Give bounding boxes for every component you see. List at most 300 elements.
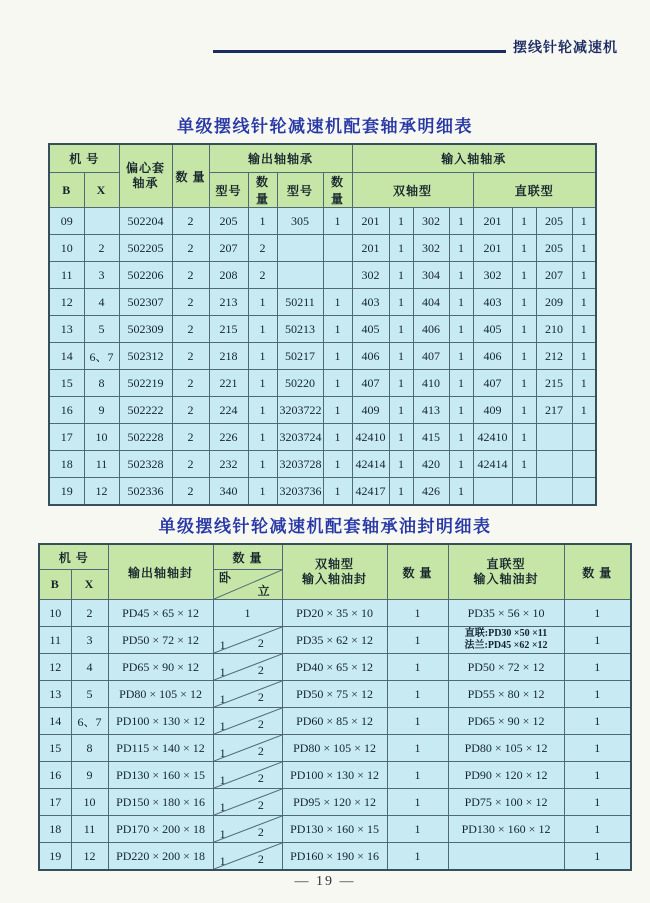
table-cell: 201 — [473, 235, 512, 262]
col-header-eccentric-sleeve — [119, 144, 172, 208]
table-cell: 4 — [84, 289, 119, 316]
table-cell: 11 — [71, 816, 108, 843]
table-cell: 1 — [323, 316, 352, 343]
table-cell: 1 — [387, 789, 448, 816]
table-cell: 2 — [84, 235, 119, 262]
table-cell: 1 2 — [213, 843, 282, 871]
table-cell: 1 — [449, 370, 473, 397]
table-cell — [536, 478, 572, 506]
page-header — [213, 42, 618, 56]
table-cell: 1 — [389, 478, 413, 506]
table-cell: 1 — [512, 370, 536, 397]
table-row — [49, 208, 596, 235]
col-header-input-shaft: 输入轴轴承 — [352, 144, 596, 173]
table-cell: 205 — [536, 235, 572, 262]
table-cell: 426 — [413, 478, 449, 506]
table-cell: 302 — [413, 208, 449, 235]
table-cell: 13 — [49, 316, 84, 343]
table-cell: 404 — [413, 289, 449, 316]
col-header-orientation-split — [213, 570, 282, 600]
table-cell: 1 — [564, 681, 631, 708]
table-cell: 215 — [536, 370, 572, 397]
table-cell: PD20 × 35 × 10 — [282, 600, 387, 627]
table-cell: 1 — [387, 654, 448, 681]
col-header-model: 型号 — [277, 173, 323, 208]
table-cell: 413 — [413, 397, 449, 424]
eccentric-line1: 偏心套 — [126, 161, 166, 175]
table-cell — [572, 424, 596, 451]
table-cell: 1 — [512, 316, 536, 343]
table-cell: 1 — [564, 627, 631, 654]
table-cell — [572, 451, 596, 478]
eccentric-line2: 轴承 — [132, 176, 159, 190]
table-cell: 1 — [389, 235, 413, 262]
table-cell: PD75 × 100 × 12 — [448, 789, 564, 816]
table-cell: PD80 × 105 × 12 — [108, 681, 213, 708]
table-cell: 1 — [512, 235, 536, 262]
table-cell: 1 — [572, 343, 596, 370]
table-cell: 1 — [512, 289, 536, 316]
table-cell: 1 — [449, 451, 473, 478]
table-cell: 3 — [71, 627, 108, 654]
table-cell: 502205 — [119, 235, 172, 262]
table-cell: 1 — [387, 681, 448, 708]
table-cell: 1 — [248, 316, 277, 343]
table-row — [39, 681, 631, 708]
col-header-machine-no: 机 号 — [49, 144, 119, 173]
table-cell: 406 — [352, 343, 389, 370]
col-header-direct-type-seal — [448, 544, 564, 600]
table-cell: 403 — [473, 289, 512, 316]
table-row — [49, 289, 596, 316]
table-cell: 304 — [413, 262, 449, 289]
table-cell: 18 — [39, 816, 71, 843]
table-cell: 1 — [572, 289, 596, 316]
table-cell: PD160 × 190 × 16 — [282, 843, 387, 871]
table-cell: 6、7 — [71, 708, 108, 735]
table-row — [39, 627, 631, 654]
table-cell: 1 — [512, 397, 536, 424]
header-divider — [213, 50, 506, 53]
table-cell: 19 — [49, 478, 84, 506]
table-cell: 15 — [39, 735, 71, 762]
table-cell — [448, 843, 564, 871]
bearing-table-body — [49, 208, 596, 506]
table-cell: 218 — [209, 343, 248, 370]
table-cell: 1 — [323, 208, 352, 235]
table-cell — [536, 424, 572, 451]
table-cell: PD170 × 200 × 18 — [108, 816, 213, 843]
table-cell: 1 — [389, 316, 413, 343]
table-cell: 420 — [413, 451, 449, 478]
table-cell: 42417 — [352, 478, 389, 506]
col-header-b: B — [39, 570, 71, 600]
table-cell: 405 — [473, 316, 512, 343]
table-cell: 405 — [352, 316, 389, 343]
table-cell: 14 — [39, 708, 71, 735]
table-cell: 1 — [449, 397, 473, 424]
page-number: — 19 — — [294, 874, 356, 889]
table-cell: 09 — [49, 208, 84, 235]
table-cell: PD150 × 180 × 16 — [108, 789, 213, 816]
table-cell: 1 — [572, 262, 596, 289]
table-row — [49, 343, 596, 370]
table-cell: 205 — [536, 208, 572, 235]
table-cell: 502307 — [119, 289, 172, 316]
col-header-x: X — [84, 173, 119, 208]
table-cell: PD50 × 72 × 12 — [108, 627, 213, 654]
table-cell: 9 — [84, 397, 119, 424]
oil-seal-table-body — [39, 600, 631, 871]
table-cell: 217 — [536, 397, 572, 424]
table-cell: 8 — [84, 370, 119, 397]
table-row — [49, 370, 596, 397]
table-cell: 1 — [564, 789, 631, 816]
table-cell: 201 — [352, 235, 389, 262]
table-cell: 3203736 — [277, 478, 323, 506]
table-cell: 19 — [39, 843, 71, 871]
table-cell: 1 — [323, 397, 352, 424]
col-header-output-shaft: 输出轴轴承 — [209, 144, 352, 173]
table-cell: 2 — [172, 289, 209, 316]
table-cell: 1 — [572, 235, 596, 262]
table-cell: 1 — [248, 208, 277, 235]
table-row — [39, 600, 631, 627]
table-cell: 407 — [413, 343, 449, 370]
table-cell: 2 — [172, 316, 209, 343]
table-cell: 50213 — [277, 316, 323, 343]
table-cell: 302 — [413, 235, 449, 262]
table-cell: 1 — [387, 816, 448, 843]
col-header-qty: 数量 — [248, 173, 277, 208]
table-cell: 1 — [387, 708, 448, 735]
table-cell: 10 — [71, 789, 108, 816]
table-cell: 2 — [172, 343, 209, 370]
table-row — [39, 762, 631, 789]
table-cell: 5 — [84, 316, 119, 343]
table-cell: 403 — [352, 289, 389, 316]
table-cell: PD50 × 72 × 12 — [448, 654, 564, 681]
table-cell: 409 — [473, 397, 512, 424]
table-cell: PD130 × 160 × 15 — [282, 816, 387, 843]
table-cell: 1 2 — [213, 762, 282, 789]
table-cell: 221 — [209, 370, 248, 397]
table-cell: 1 — [449, 316, 473, 343]
table-cell: 1 — [449, 289, 473, 316]
col-header-quantity: 数 量 — [387, 544, 448, 600]
col-header-quantity: 数 量 — [564, 544, 631, 600]
table-cell — [323, 235, 352, 262]
table-cell: 3203724 — [277, 424, 323, 451]
oil-seal-table — [38, 543, 632, 871]
table-cell: 2 — [172, 478, 209, 506]
table-header-row — [39, 544, 631, 570]
table-cell: 1 — [389, 208, 413, 235]
table-cell: 502328 — [119, 451, 172, 478]
table-cell: 1 2 — [213, 816, 282, 843]
table-cell: 1 2 — [213, 789, 282, 816]
table-cell: 205 — [209, 208, 248, 235]
table-cell: 1 — [248, 397, 277, 424]
table-cell: 3203722 — [277, 397, 323, 424]
table-row — [39, 654, 631, 681]
table-cell: 1 2 — [213, 627, 282, 654]
table-cell: PD115 × 140 × 12 — [108, 735, 213, 762]
table-cell: 302 — [473, 262, 512, 289]
table-cell: 1 — [389, 343, 413, 370]
table-cell: 1 — [449, 424, 473, 451]
table-cell: 11 — [39, 627, 71, 654]
table-cell: 1 — [512, 343, 536, 370]
table-cell: 1 — [248, 424, 277, 451]
table-cell: 50220 — [277, 370, 323, 397]
oil-seal-table-head — [39, 544, 631, 600]
table-cell: 1 — [512, 424, 536, 451]
lying-label: 卧 — [218, 571, 232, 585]
table-cell: 1 — [248, 478, 277, 506]
table-cell: 12 — [84, 478, 119, 506]
table-cell: 1 — [387, 600, 448, 627]
table-cell: PD55 × 80 × 12 — [448, 681, 564, 708]
table-cell — [84, 208, 119, 235]
table-cell: PD35 × 56 × 10 — [448, 600, 564, 627]
table-cell: 1 — [213, 600, 282, 627]
table-cell: 3203728 — [277, 451, 323, 478]
table-cell: 8 — [71, 735, 108, 762]
standing-label: 立 — [257, 583, 271, 598]
table-cell: 1 — [389, 451, 413, 478]
table-cell: 10 — [49, 235, 84, 262]
table-row — [49, 478, 596, 506]
col-header-double-shaft-type: 双轴型 — [352, 173, 473, 208]
table-cell: 302 — [352, 262, 389, 289]
table-cell — [277, 235, 323, 262]
oil-seal-table-title: 单级摆线针轮减速机配套轴承油封明细表 — [158, 517, 492, 536]
table-cell: PD220 × 200 × 18 — [108, 843, 213, 871]
table-cell: 1 — [248, 370, 277, 397]
table-cell: 209 — [536, 289, 572, 316]
table-cell: 201 — [473, 208, 512, 235]
table-cell: 1 — [248, 451, 277, 478]
table-cell: 1 — [389, 289, 413, 316]
table-cell: PD50 × 75 × 12 — [282, 681, 387, 708]
table-cell: PD100 × 130 × 12 — [108, 708, 213, 735]
table-cell: PD65 × 90 × 12 — [448, 708, 564, 735]
table-cell: PD35 × 62 × 12 — [282, 627, 387, 654]
table-cell: 16 — [39, 762, 71, 789]
col-header-machine-no: 机 号 — [39, 544, 108, 570]
table-row — [39, 789, 631, 816]
table-cell: 3 — [84, 262, 119, 289]
table-cell: 1 — [572, 370, 596, 397]
table-cell: 11 — [84, 451, 119, 478]
col-header-output-seal: 输出轴轴封 — [108, 544, 213, 600]
col-header-qty: 数量 — [323, 173, 352, 208]
table-cell: 1 — [323, 451, 352, 478]
table-cell: 340 — [209, 478, 248, 506]
table-cell: 1 — [389, 424, 413, 451]
table-cell: 207 — [209, 235, 248, 262]
table-header-row — [49, 144, 596, 173]
table-cell: 1 — [564, 654, 631, 681]
table-cell: PD80 × 105 × 12 — [448, 735, 564, 762]
table-cell: 50217 — [277, 343, 323, 370]
table-cell: PD45 × 65 × 12 — [108, 600, 213, 627]
table-cell: 6、7 — [84, 343, 119, 370]
table-cell: 1 — [389, 397, 413, 424]
table-row — [39, 735, 631, 762]
table-cell: 16 — [49, 397, 84, 424]
table-row — [39, 708, 631, 735]
table-cell: 14 — [49, 343, 84, 370]
table-cell: PD130 × 160 × 15 — [108, 762, 213, 789]
direct-type-line1: 直联型 — [486, 557, 526, 571]
table-cell: PD65 × 90 × 12 — [108, 654, 213, 681]
col-header-b: B — [49, 173, 84, 208]
table-cell: 4 — [71, 654, 108, 681]
header-title: 摆线针轮减速机 — [513, 41, 618, 56]
table-cell: 1 — [323, 478, 352, 506]
table-cell: 1 — [389, 262, 413, 289]
table-cell: 1 — [449, 235, 473, 262]
table-cell: 1 — [248, 289, 277, 316]
table-cell: 213 — [209, 289, 248, 316]
table-cell: 2 — [172, 235, 209, 262]
table-cell: PD40 × 65 × 12 — [282, 654, 387, 681]
table-cell: 207 — [536, 262, 572, 289]
table-cell: 50211 — [277, 289, 323, 316]
table-cell: 1 — [572, 208, 596, 235]
table-cell: PD90 × 120 × 12 — [448, 762, 564, 789]
table-row — [49, 397, 596, 424]
table-row — [49, 235, 596, 262]
table-cell: 1 — [387, 627, 448, 654]
table-cell: 1 — [449, 478, 473, 506]
table-cell: 42414 — [473, 451, 512, 478]
col-header-model: 型号 — [209, 173, 248, 208]
table-cell: 502219 — [119, 370, 172, 397]
double-type-line1: 双轴型 — [315, 557, 355, 571]
table-cell: 1 — [387, 843, 448, 871]
table-cell: 15 — [49, 370, 84, 397]
table-cell: 2 — [248, 235, 277, 262]
col-header-quantity: 数 量 — [172, 144, 209, 208]
bearing-table-head — [49, 144, 596, 208]
table-cell: 10 — [39, 600, 71, 627]
table-cell: 1 — [564, 762, 631, 789]
table-row — [49, 451, 596, 478]
table-cell: 1 — [572, 316, 596, 343]
table-cell — [536, 451, 572, 478]
table-cell: 502206 — [119, 262, 172, 289]
table-row — [49, 424, 596, 451]
table-cell: 12 — [39, 654, 71, 681]
table-cell: 415 — [413, 424, 449, 451]
table-cell: 502309 — [119, 316, 172, 343]
table-row — [39, 843, 631, 871]
table-cell: 18 — [49, 451, 84, 478]
table-cell: 2 — [71, 600, 108, 627]
bearing-table — [48, 143, 597, 506]
table-cell: 17 — [39, 789, 71, 816]
table-cell: 502312 — [119, 343, 172, 370]
table-cell: 2 — [172, 262, 209, 289]
table-cell: 1 — [564, 816, 631, 843]
col-header-quantity: 数 量 — [213, 544, 282, 570]
table-cell: 1 — [512, 451, 536, 478]
table-cell: 1 — [564, 843, 631, 871]
table-cell: 1 — [449, 262, 473, 289]
table-cell: 10 — [84, 424, 119, 451]
table-row — [49, 316, 596, 343]
double-type-line2: 输入轴油封 — [302, 572, 368, 586]
table-cell: 407 — [352, 370, 389, 397]
direct-type-line2: 输入轴油封 — [473, 572, 539, 586]
table-cell: 1 — [323, 289, 352, 316]
table-cell: 208 — [209, 262, 248, 289]
table-cell: 1 2 — [213, 708, 282, 735]
table-cell: 5 — [71, 681, 108, 708]
table-row — [39, 816, 631, 843]
table-cell: 406 — [473, 343, 512, 370]
col-header-double-type-seal — [282, 544, 387, 600]
table-cell: 2 — [172, 451, 209, 478]
table-cell: 410 — [413, 370, 449, 397]
table-cell: 2 — [172, 424, 209, 451]
col-header-x: X — [71, 570, 108, 600]
table-cell: 407 — [473, 370, 512, 397]
table-cell: PD60 × 85 × 12 — [282, 708, 387, 735]
table-cell: 2 — [172, 370, 209, 397]
bearing-table-title: 单级摆线针轮减速机配套轴承明细表 — [177, 117, 473, 136]
table-cell: 13 — [39, 681, 71, 708]
table-cell: 201 — [352, 208, 389, 235]
table-cell: 224 — [209, 397, 248, 424]
table-cell: 1 — [512, 262, 536, 289]
table-cell: 215 — [209, 316, 248, 343]
table-cell: 409 — [352, 397, 389, 424]
table-cell: 1 — [323, 424, 352, 451]
table-cell: 1 2 — [213, 654, 282, 681]
table-cell — [572, 478, 596, 506]
table-cell: 42410 — [352, 424, 389, 451]
table-cell: 2 — [248, 262, 277, 289]
table-cell — [323, 262, 352, 289]
table-cell: 1 — [323, 343, 352, 370]
table-cell: 1 2 — [213, 735, 282, 762]
table-cell: 1 — [564, 735, 631, 762]
table-cell: 1 — [323, 370, 352, 397]
table-cell: 502222 — [119, 397, 172, 424]
table-cell: 502228 — [119, 424, 172, 451]
table-cell: 12 — [49, 289, 84, 316]
table-cell: 9 — [71, 762, 108, 789]
col-header-direct-link-type: 直联型 — [473, 173, 596, 208]
table-cell: 232 — [209, 451, 248, 478]
table-cell: 212 — [536, 343, 572, 370]
table-cell: 305 — [277, 208, 323, 235]
table-cell: PD130 × 160 × 12 — [448, 816, 564, 843]
table-cell: PD80 × 105 × 12 — [282, 735, 387, 762]
table-cell: PD95 × 120 × 12 — [282, 789, 387, 816]
table-cell: 2 — [172, 397, 209, 424]
table-cell: 502204 — [119, 208, 172, 235]
table-row — [49, 262, 596, 289]
table-cell — [512, 478, 536, 506]
table-cell: PD100 × 130 × 12 — [282, 762, 387, 789]
table-cell: 1 2 — [213, 681, 282, 708]
table-cell: 1 — [449, 343, 473, 370]
